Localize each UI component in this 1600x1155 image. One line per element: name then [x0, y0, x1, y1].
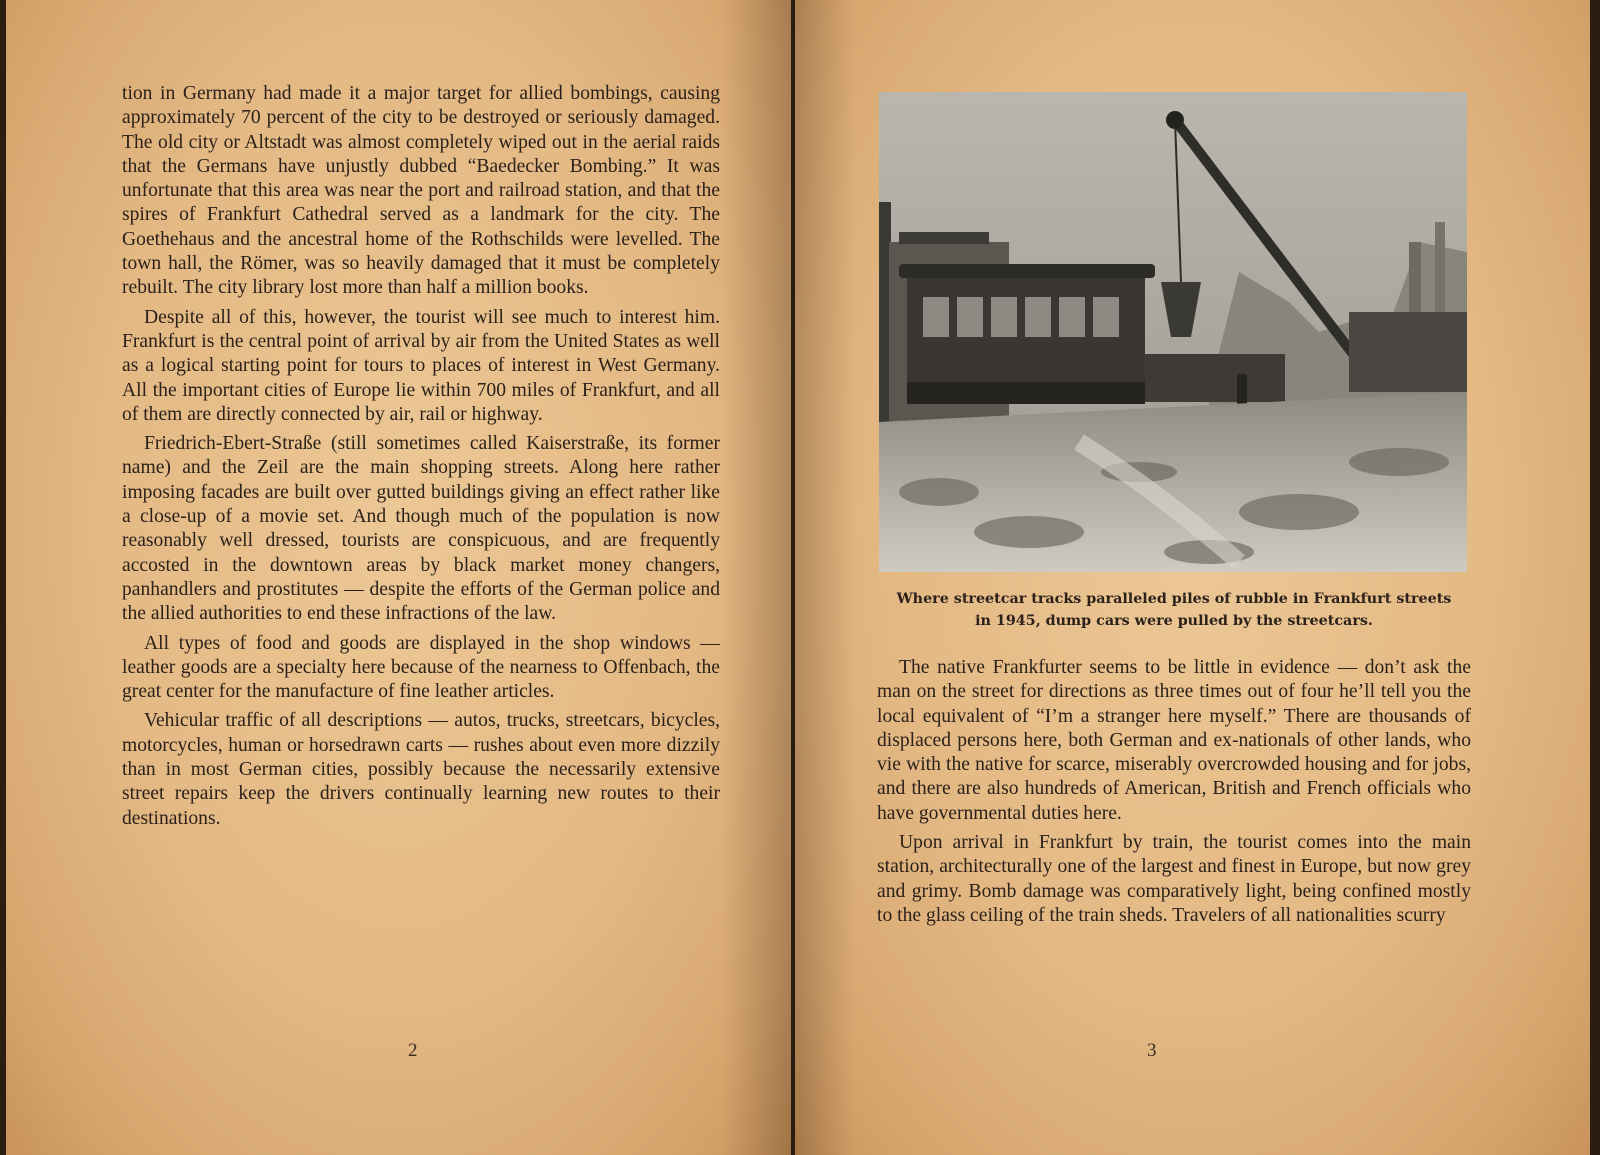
left-page-text — [122, 82, 720, 836]
paragraph: Despite all of this, however, the tourist will see much to interest him. Frankfurt is the central point of arrival by air from the United States as well as a logical starting point for tours to places of interest in West Germany. All the important cities of Europe lie within 700 miles of Frankfurt, and all of them are directly connected by air, rail or highway. — [122, 306, 720, 425]
paragraph: The native Frankfurter seems to be little in evidence — don’t ask the man on the street for directions as three times out of four he’ll tell you the local equivalent of “I’m a stranger here myself.” There are thousands of displaced persons here, both German and ex-nationals of other lands, who vie with the native for scarce, miserably overcrowded housing and for jobs, and there are also hundreds of American, British and French officials who have governmental duties here. — [877, 657, 1471, 824]
paragraph: tion in Germany had made it a major target for allied bombings, causing approximately 70 percent of the city to be destroyed or seriously damaged. The old city or Altstadt was almost completely wiped out in the aerial raids that the Germans have unjustly dubbed “Baedecker Bombing.” It was unfortunate that this area was near the port and railroad station, and that the spires of Frankfurt Cathedral served as a landmark for the city. The Goethehaus and the ancestral home of the Rothschilds were levelled. The town hall, the Römer, was so heavily damaged that it must be completely rebuilt. The city library lost more than half a million books. — [122, 83, 720, 299]
photo-illustration — [879, 92, 1467, 572]
right-page-text — [877, 656, 1471, 933]
paragraph: Friedrich-Ebert-Straße (still sometimes called Kaiserstraße, its former name) and the Zeil are the main shopping streets. Along here rather imposing facades are built over gutted buildings giving an effect rather like a close-up of a movie set. And though much of the population is now reasonably well dressed, tourists are conspicuous, and are frequently accosted in the downtown areas by black market money changers, panhandlers and prostitutes — despite the efforts of the German police and the allied authorities to end these infractions of the law. — [122, 433, 720, 625]
rubble-streetcar-photo — [879, 92, 1467, 572]
right-page — [795, 0, 1590, 1155]
page-number: 2 — [408, 1040, 418, 1061]
paragraph: Upon arrival in Frankfurt by train, the tourist comes into the main station, architecturally one of the largest and finest in Europe, but now grey and grimy. Bomb damage was comparatively light, being confined mostly to the glass ceiling of the train sheds. Travelers of all nationalities scurry — [877, 832, 1471, 926]
photo-caption: Where streetcar tracks paralleled piles of rubble in Frankfurt streets in 1945, dump cars were pulled by the streetcars. — [896, 591, 1452, 629]
page-number: 3 — [1147, 1040, 1157, 1061]
left-page — [6, 0, 791, 1155]
paragraph: All types of food and goods are displayed in the shop windows — leather goods are a specialty here because of the nearness to Offenbach, the great center for the manufacture of fine leather articles. — [122, 632, 720, 703]
paragraph: Vehicular traffic of all descriptions — autos, trucks, streetcars, bicycles, motorcycles, human or horsedrawn carts — rushes about even more dizzily than in most German cities, possibly because the necessarily extensive street repairs keep the drivers continually learning new routes to their destinations. — [122, 710, 720, 829]
